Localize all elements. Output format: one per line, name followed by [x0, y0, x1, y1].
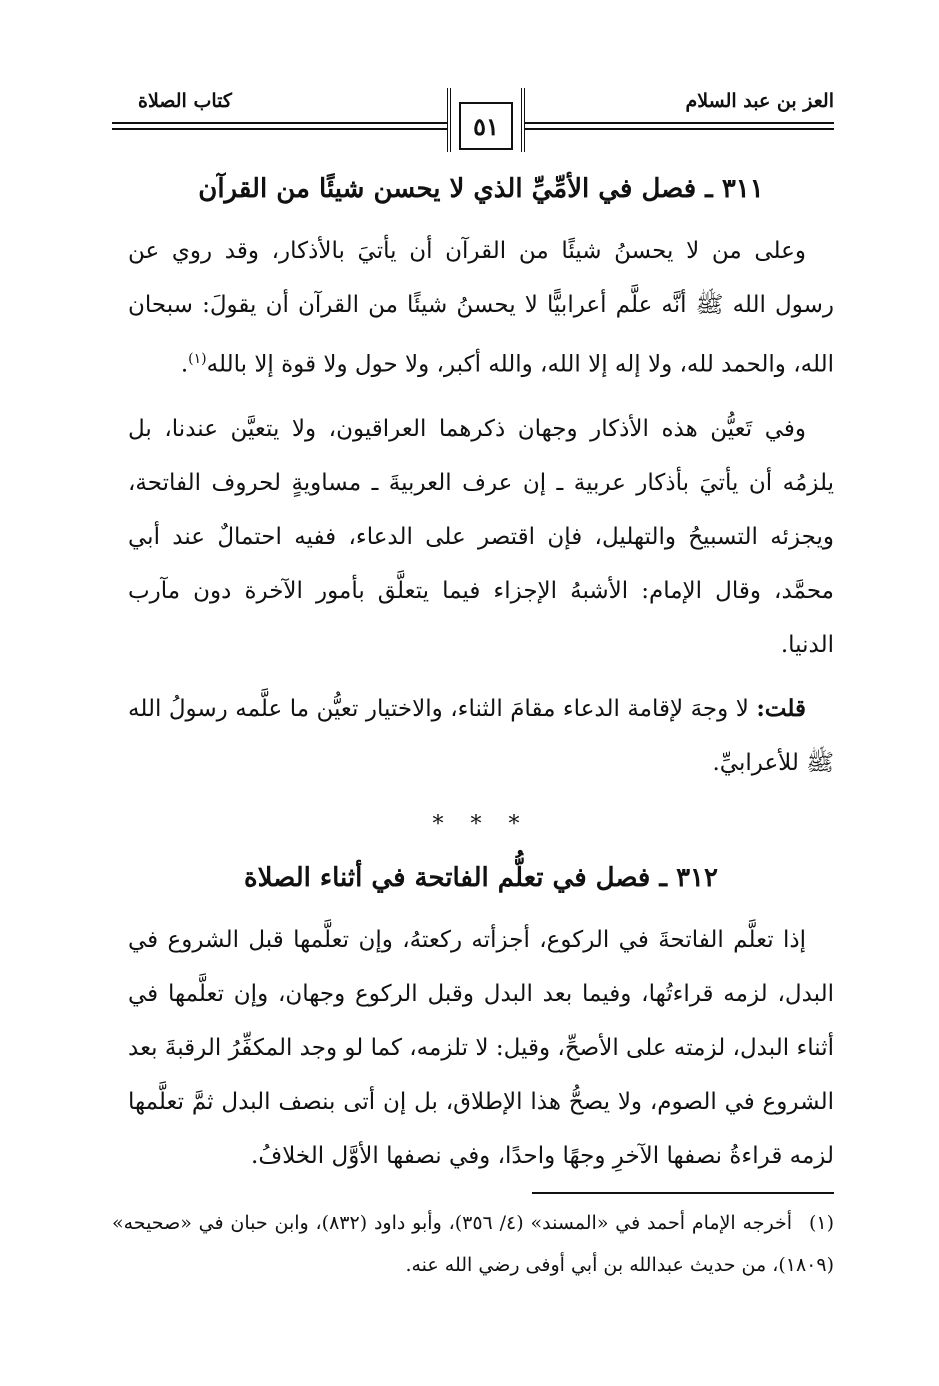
footnote: [112, 1202, 834, 1286]
section-heading: ٣١١ ـ فصل في الأمِّيِّ الذي لا يحسن شيئًا من القرآن: [198, 174, 764, 204]
page-number: ٥١: [459, 102, 513, 150]
footnote-rule: [532, 1192, 834, 1194]
paragraph-text: وفي تَعيُّن هذه الأذكار وجهان ذكرهما العراقيون، ولا يتعيَّن عندنا، بل يلزمُه أن يأتيَ بأذكار عربية ـ إن عرف العربيةَ ـ مساويةٍ لحروف الفاتحة، ويجزئه التسبيحُ والتهليل، فإن اقتصر على الدعاء، ففيه احتمالٌ عند أبي محمَّد، وقال الإمام: الأشبهُ الإجزاء فيما يتعلَّق بأمور الآخرة دون مآرب الدنيا.: [128, 415, 834, 658]
running-header: [112, 88, 834, 158]
header-book-section: كتاب الصلاة: [138, 90, 232, 112]
footnote-text: أخرجه الإمام أحمد في «المسند» (٤/ ٣٥٦)، وأبو داود (٨٣٢)، وابن حبان في «صحيحه» (١٨٠٩)، من حديث عبدالله بن أبي أوفى رضي الله عنه.: [112, 1212, 834, 1276]
paragraph: [128, 913, 834, 1183]
section-heading: ٣١٢ ـ فصل في تعلُّم الفاتحة في أثناء الصلاة: [244, 862, 718, 893]
paragraph-text: إذا تعلَّم الفاتحةَ في الركوع، أجزأته ركعتهُ، وإن تعلَّمها قبل الشروع في البدل، لزمه قراءتُها، وفيما بعد البدل وقبل الركوع وجهان، وإن تعلَّمها في أثناء البدل، لزمته على الأصحِّ، وقيل: لا تلزمه، كما لو وجد المكفِّرُ الرقبةَ بعد الشروع في الصوم، ولا يصحُّ هذا الإطلاق، بل إن أتى بنصف البدل ثمَّ تعلَّمها لزمه قراءةُ نصفها الآخرِ وجهًا واحدًا، وفي نصفها الأوَّل الخلافُ.: [128, 926, 834, 1169]
paragraph: [128, 402, 834, 672]
footnote-reference: (١): [188, 351, 207, 367]
paragraph-text: لا وجهَ لإقامة الدعاء مقامَ الثناء، والاختيار تعيُّن ما علَّمه رسولُ الله ﷺ للأعرابيِّ.: [128, 695, 834, 776]
section-separator: * * *: [432, 811, 530, 837]
paragraph: [128, 682, 834, 790]
page-number-frame: [447, 88, 525, 152]
footnote-number: (١): [808, 1212, 834, 1234]
header-author: العز بن عبد السلام: [685, 90, 834, 112]
page-body: [128, 168, 834, 1183]
paragraph-lead: قلت:: [756, 694, 806, 722]
paragraph-text: وعلى من لا يحسنُ شيئًا من القرآن أن يأتيَ بالأذكار، وقد روي عن رسول الله ﷺ أنَّه علَّم أعرابيًّا لا يحسنُ شيئًا من القرآن أن يقولَ: سبحان الله، والحمد لله، ولا إله إلا الله، والله أكبر، ولا حول ولا قوة إلا بالله: [128, 238, 834, 378]
paragraph-tail: .: [180, 351, 189, 378]
paragraph: [128, 224, 834, 392]
